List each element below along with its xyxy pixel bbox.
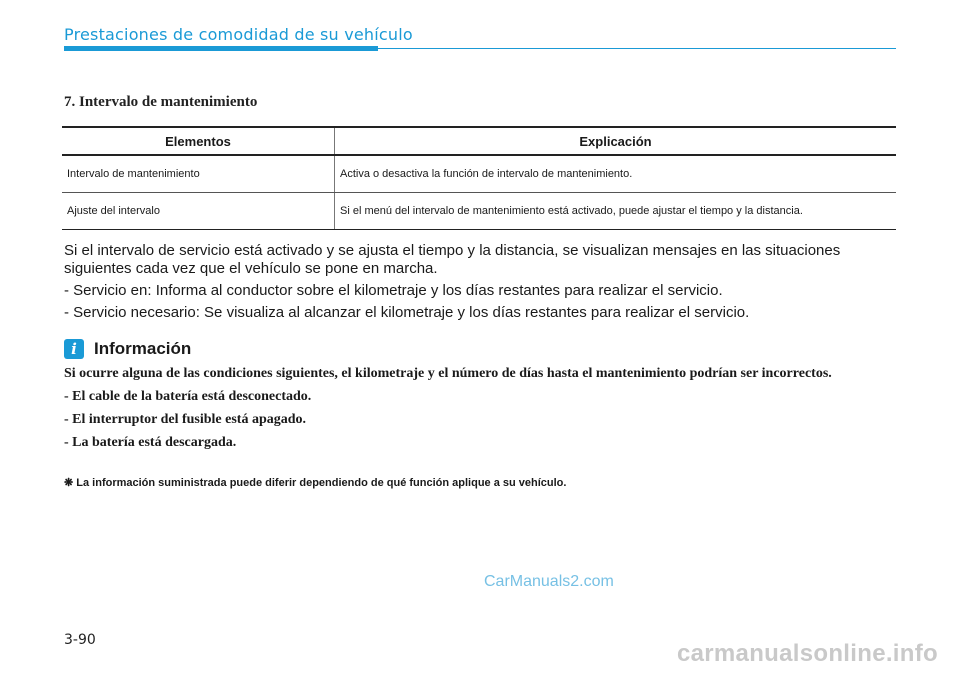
section-title: 7. Intervalo de mantenimiento (64, 94, 258, 110)
info-list-item: - El interruptor del fusible está apagado. (64, 412, 307, 427)
footnote: ❋ La información suministrada puede diferir dependiendo de qué función aplique a su vehículo. (64, 477, 567, 489)
table-cell-explanation: Activa o desactiva la función de intervalo de mantenimiento. (335, 155, 897, 193)
watermark-carmanualsonline: carmanualsonline.info (676, 640, 938, 667)
info-paragraph: Si ocurre alguna de las condiciones siguientes, el kilometraje y el número de días hasta el mantenimiento podrían ser incorrectos. (64, 366, 832, 381)
info-list-item: - La batería está descargada. (64, 435, 237, 450)
body-paragraph: Si el intervalo de servicio está activado y se ajusta el tiempo y la distancia, se visualizan mensajes en las situaciones siguientes cada vez que el vehículo se pone en marcha. (64, 242, 841, 277)
spec-table (62, 126, 896, 230)
table-header-explicacion: Explicación (335, 127, 897, 155)
page-number: 3-90 (64, 632, 96, 648)
header-bar-thick (64, 46, 378, 51)
table-cell-explanation: Si el menú del intervalo de mantenimiento está activado, puede ajustar el tiempo y la distancia. (335, 193, 897, 230)
info-title: Información (94, 339, 192, 358)
table-header-elementos: Elementos (62, 127, 335, 155)
info-header (64, 338, 191, 360)
info-icon: i (64, 339, 84, 359)
table-cell-element: Intervalo de mantenimiento (62, 155, 335, 193)
header-bar-thin (378, 48, 896, 49)
body-text (64, 242, 896, 326)
table-row (62, 193, 896, 230)
table-header-row (62, 127, 896, 155)
info-body (64, 365, 896, 457)
body-list-item: - Servicio necesario: Se visualiza al alcanzar el kilometraje y los días restantes para realizar el servicio. (64, 304, 750, 321)
body-list-item: - Servicio en: Informa al conductor sobre el kilometraje y los días restantes para realizar el servicio. (64, 282, 723, 299)
header-title: Prestaciones de comodidad de su vehículo (64, 25, 413, 44)
table-row (62, 155, 896, 193)
table-cell-element: Ajuste del intervalo (62, 193, 335, 230)
watermark-carmanuals2: CarManuals2.com (484, 573, 614, 590)
info-list-item: - El cable de la batería está desconectado. (64, 389, 312, 404)
